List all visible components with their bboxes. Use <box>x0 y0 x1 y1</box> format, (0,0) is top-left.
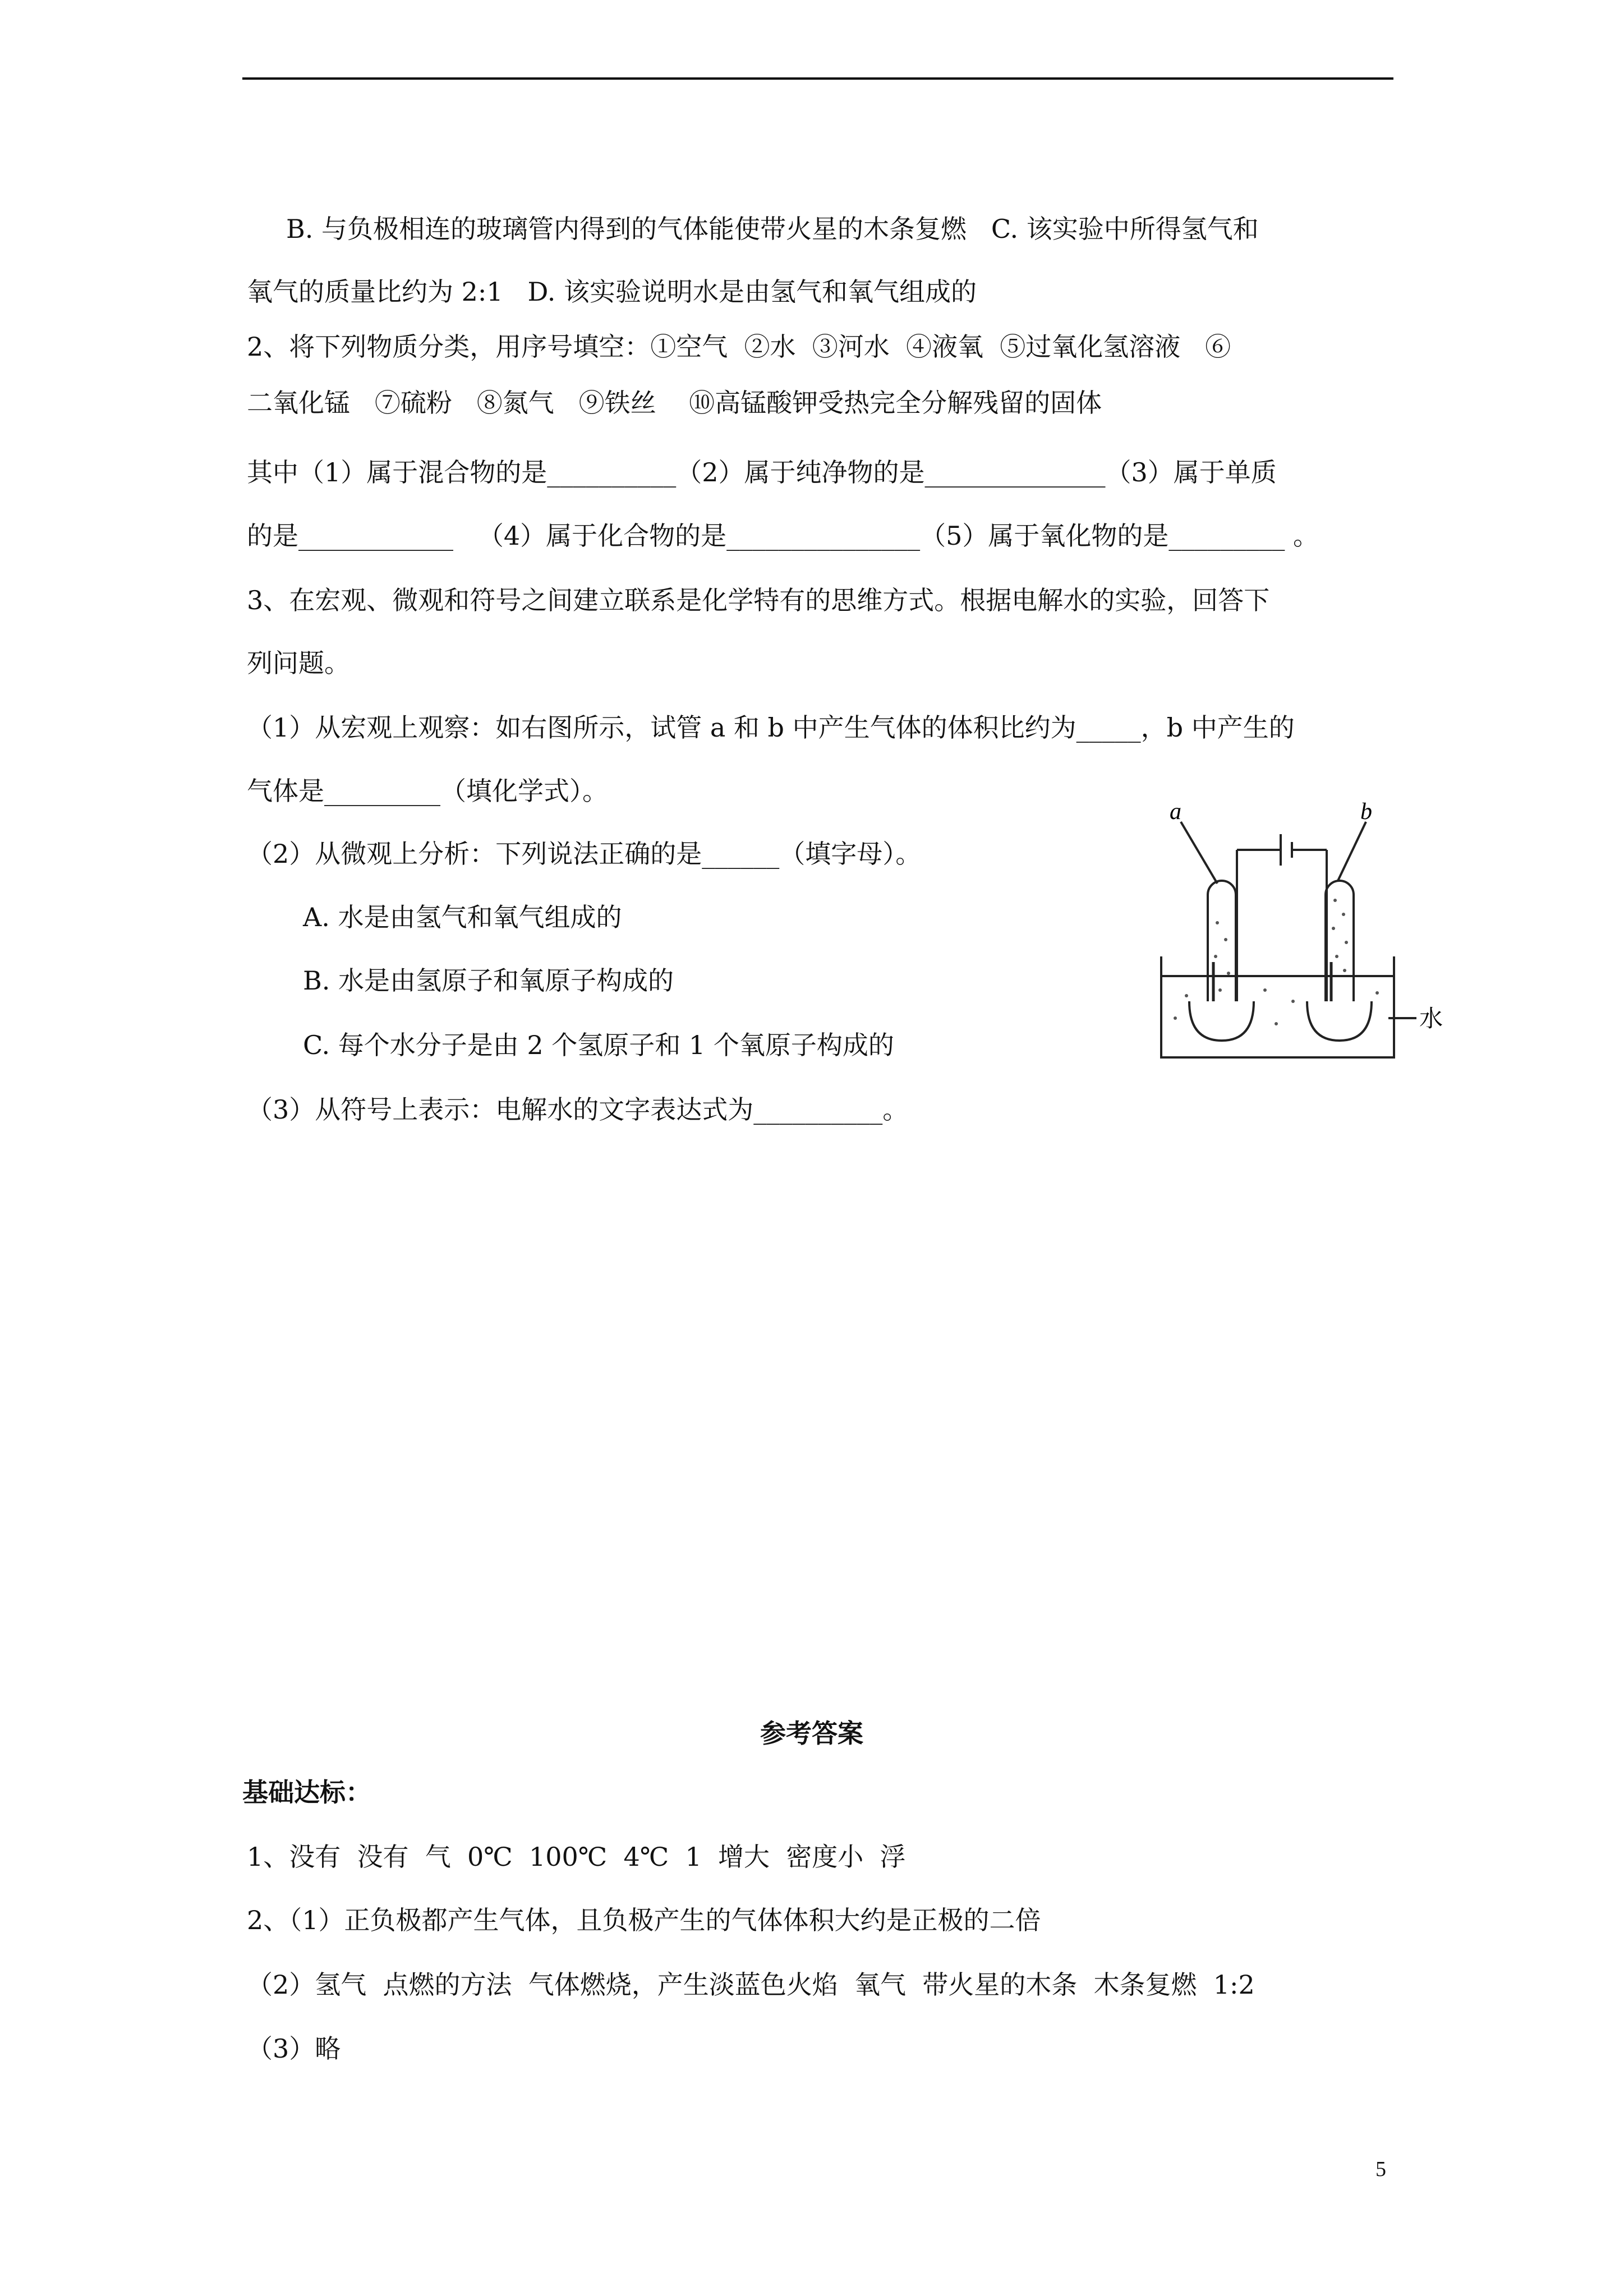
electrolysis-diagram <box>1153 794 1444 1069</box>
question-2-blanks-line-2: 的是____________ （4）属于化合物的是_______________（5）属于氧化物的是_________ 。 <box>247 521 1319 551</box>
leader-b <box>1338 822 1366 881</box>
question-3-intro-line-2: 列问题。 <box>247 648 350 678</box>
answer-2-part-2: （2）氢气 点燃的方法 气体燃烧，产生淡蓝色火焰 氧气 带火星的木条 木条复燃 1:2 <box>247 1970 1255 2000</box>
question-3-intro-line: 3、在宏观、微观和符号之间建立联系是化学特有的思维方式。根据电解水的实验，回答下 <box>247 585 1270 615</box>
answer-2: 2、（1）正负极都产生气体，且负极产生的气体体积大约是正极的二倍 <box>247 1905 1041 1935</box>
choice-a: A. 水是由氢气和氧气组成的 <box>303 902 622 932</box>
option-b-c-line: B. 与负极相连的玻璃管内得到的气体能使带火星的木条复燃 C. 该实验中所得氢气和 <box>286 214 1259 244</box>
leader-a <box>1181 822 1217 884</box>
choice-c: C. 每个水分子是由 2 个氢原子和 1 个氧原子构成的 <box>303 1030 894 1060</box>
option-c-d-line: 氧气的质量比约为 2:1 D. 该实验说明水是由氢气和氧气组成的 <box>247 277 977 307</box>
label-a: a <box>1170 799 1181 825</box>
tube-b-base <box>1307 1001 1372 1041</box>
answers-title: 参考答案 <box>760 1718 863 1749</box>
question-2-items-line: 二氧化锰 ⑦硫粉 ⑧氮气 ⑨铁丝 ⑩高锰酸钾受热完全分解残留的固体 <box>247 388 1102 418</box>
question-3-part-1-cont: 气体是_________（填化学式）。 <box>247 776 608 806</box>
answer-2-part-3: （3）略 <box>247 2033 341 2064</box>
answer-1: 1、没有 没有 气 0℃ 100℃ 4℃ 1 增大 密度小 浮 <box>247 1842 906 1872</box>
choice-b: B. 水是由氢原子和氧原子构成的 <box>303 965 674 996</box>
water-trough <box>1161 956 1394 1057</box>
label-b: b <box>1360 799 1372 825</box>
question-3-part-3: （3）从符号上表示：电解水的文字表达式为__________。 <box>247 1094 909 1125</box>
question-3-part-2: （2）从微观上分析：下列说法正确的是______（填字母）。 <box>247 839 922 869</box>
question-3-part-1: （1）从宏观上观察：如右图所示，试管 a 和 b 中产生气体的体积比约为_____，b 中产生的 <box>247 712 1295 743</box>
gas-bubbles <box>1174 899 1379 1025</box>
question-2-blanks-line-1: 其中（1）属于混合物的是__________（2）属于纯净物的是______________（3）属于单质 <box>247 457 1277 487</box>
header-rule <box>242 77 1393 80</box>
tube-a-base <box>1189 1001 1254 1041</box>
answers-section: 基础达标： <box>242 1777 371 1807</box>
question-2-line: 2、将下列物质分类，用序号填空：①空气 ②水 ③河水 ④液氧 ⑤过氧化氢溶液 ⑥ <box>247 332 1231 362</box>
page-number: 5 <box>1375 2157 1386 2181</box>
label-water: 水 <box>1419 1005 1443 1032</box>
